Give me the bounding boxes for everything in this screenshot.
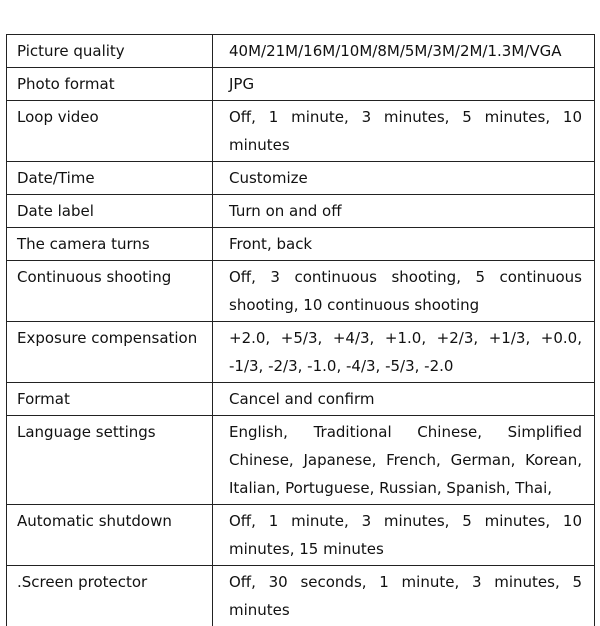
spec-label: Date/Time bbox=[7, 162, 213, 195]
spec-label: Picture quality bbox=[7, 35, 213, 68]
spec-label: Date label bbox=[7, 195, 213, 228]
spec-value: 40M/21M/16M/10M/8M/5M/3M/2M/1.3M/VGA bbox=[213, 35, 595, 68]
table-row bbox=[7, 162, 595, 195]
table-row bbox=[7, 322, 595, 383]
spec-value: JPG bbox=[213, 68, 595, 101]
table-row bbox=[7, 383, 595, 416]
camera-spec-table bbox=[6, 34, 595, 626]
spec-label: Loop video bbox=[7, 101, 213, 162]
spec-value: Off, 1 minute, 3 minutes, 5 minutes, 10 minutes bbox=[213, 101, 595, 162]
spec-label: The camera turns bbox=[7, 228, 213, 261]
spec-value: Front, back bbox=[213, 228, 595, 261]
spec-value: English, Traditional Chinese, Simplified Chinese, Japanese, French, German, Korean, Italian, Portuguese, Russian, Spanish, Thai, bbox=[213, 416, 595, 505]
table-row bbox=[7, 505, 595, 566]
spec-value: Cancel and confirm bbox=[213, 383, 595, 416]
table-row bbox=[7, 195, 595, 228]
spec-value: Off, 1 minute, 3 minutes, 5 minutes, 10 minutes, 15 minutes bbox=[213, 505, 595, 566]
table-row bbox=[7, 101, 595, 162]
spec-label: Exposure compensation bbox=[7, 322, 213, 383]
spec-label: .Screen protector bbox=[7, 566, 213, 626]
table-row bbox=[7, 228, 595, 261]
table-row bbox=[7, 68, 595, 101]
spec-value: Off, 30 seconds, 1 minute, 3 minutes, 5 minutes bbox=[213, 566, 595, 626]
spec-value: Off, 3 continuous shooting, 5 continuous shooting, 10 continuous shooting bbox=[213, 261, 595, 322]
spec-label: Automatic shutdown bbox=[7, 505, 213, 566]
spec-label: Format bbox=[7, 383, 213, 416]
table-row bbox=[7, 35, 595, 68]
spec-value: +2.0, +5/3, +4/3, +1.0, +2/3, +1/3, +0.0, -1/3, -2/3, -1.0, -4/3, -5/3, -2.0 bbox=[213, 322, 595, 383]
spec-label: Photo format bbox=[7, 68, 213, 101]
table-row bbox=[7, 416, 595, 505]
table-row bbox=[7, 566, 595, 626]
spec-label: Continuous shooting bbox=[7, 261, 213, 322]
table-row bbox=[7, 261, 595, 322]
spec-value: Customize bbox=[213, 162, 595, 195]
spec-label: Language settings bbox=[7, 416, 213, 505]
spec-value: Turn on and off bbox=[213, 195, 595, 228]
